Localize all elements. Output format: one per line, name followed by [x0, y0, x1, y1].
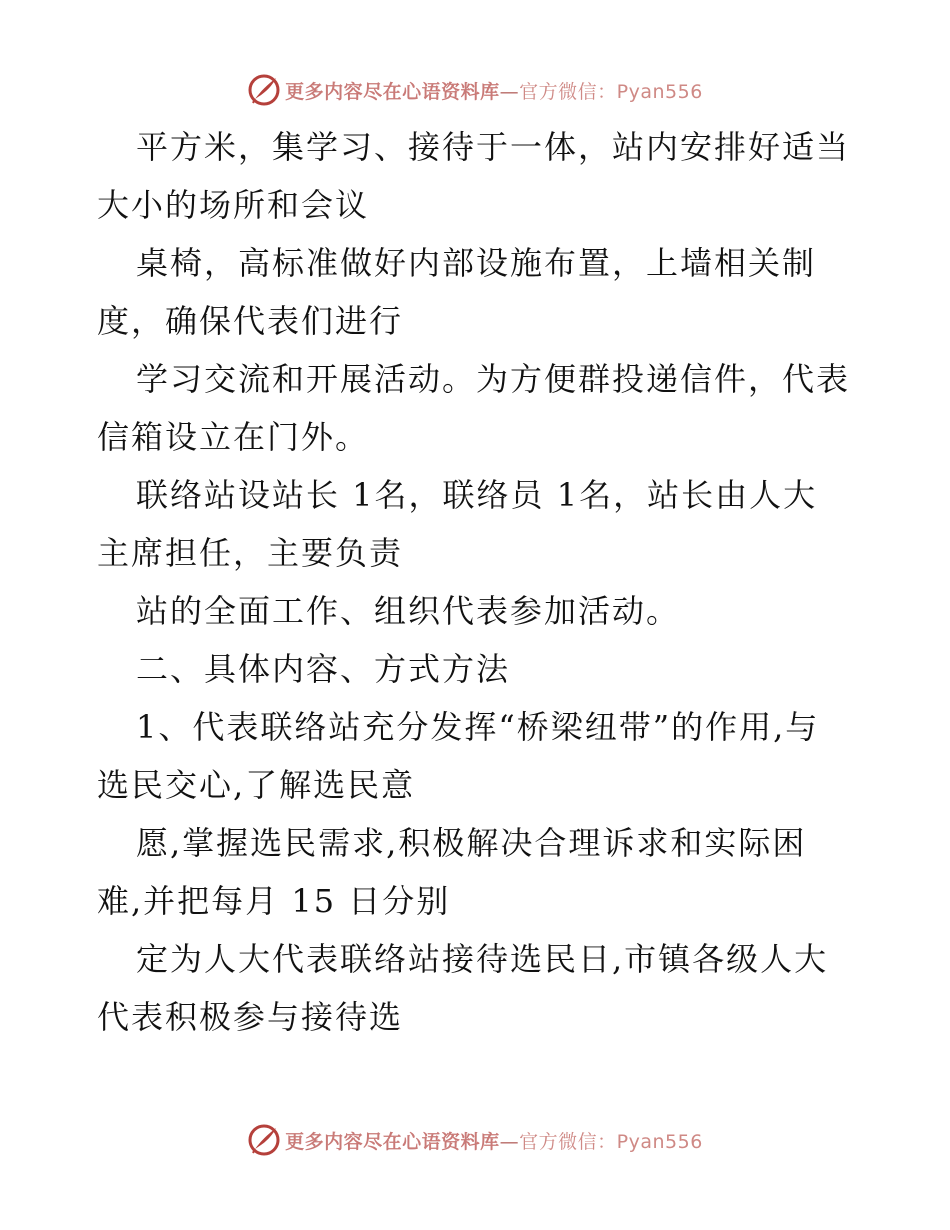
body-text-line: 信箱设立在门外。 [97, 418, 370, 456]
body-text-line: 主席担任，主要负责 [97, 534, 404, 572]
watermark-main: 更多内容尽在心语资料库 [285, 80, 500, 103]
body-text-line: 1、代表联络站充分发挥“桥梁纽带”的作用,与 [136, 708, 820, 746]
watermark-wechat: 官方微信：Pyan556 [519, 80, 703, 103]
watermark-separator: — [499, 80, 520, 103]
body-text-line: 站的全面工作、组织代表参加活动。 [136, 592, 681, 630]
quill-pen-logo-icon [247, 1123, 281, 1157]
body-text-line: 大小的场所和会议 [97, 186, 370, 224]
body-text-line: 桌椅，高标准做好内部设施布置，上墙相关制 [136, 244, 817, 282]
body-text-line: 二、具体内容、方式方法 [136, 650, 511, 688]
watermark-text [285, 77, 703, 104]
watermark-separator: — [499, 1130, 520, 1153]
body-text-line: 难,并把每月 15 日分别 [97, 882, 451, 920]
watermark-text [285, 1127, 703, 1154]
body-text-line: 定为人大代表联络站接待选民日,市镇各级人大 [136, 940, 829, 978]
body-text-line: 选民交心,了解选民意 [97, 766, 416, 804]
quill-pen-logo-icon [247, 73, 281, 107]
watermark-main: 更多内容尽在心语资料库 [285, 1130, 500, 1153]
header-watermark [0, 70, 950, 110]
watermark-wechat: 官方微信：Pyan556 [519, 1130, 703, 1153]
body-text-line: 联络站设站长 1名，联络员 1名，站长由人大 [136, 476, 818, 514]
body-text-line: 平方米，集学习、接待于一体，站内安排好适当 [136, 128, 851, 166]
body-text-line: 学习交流和开展活动。为方便群投递信件，代表 [136, 360, 851, 398]
footer-watermark [0, 1120, 950, 1160]
body-text-line: 度，确保代表们进行 [97, 302, 404, 340]
body-text-line: 代表积极参与接待选 [97, 998, 404, 1036]
body-text-line: 愿,掌握选民需求,积极解决合理诉求和实际困 [136, 824, 807, 862]
document-body [97, 118, 857, 1046]
